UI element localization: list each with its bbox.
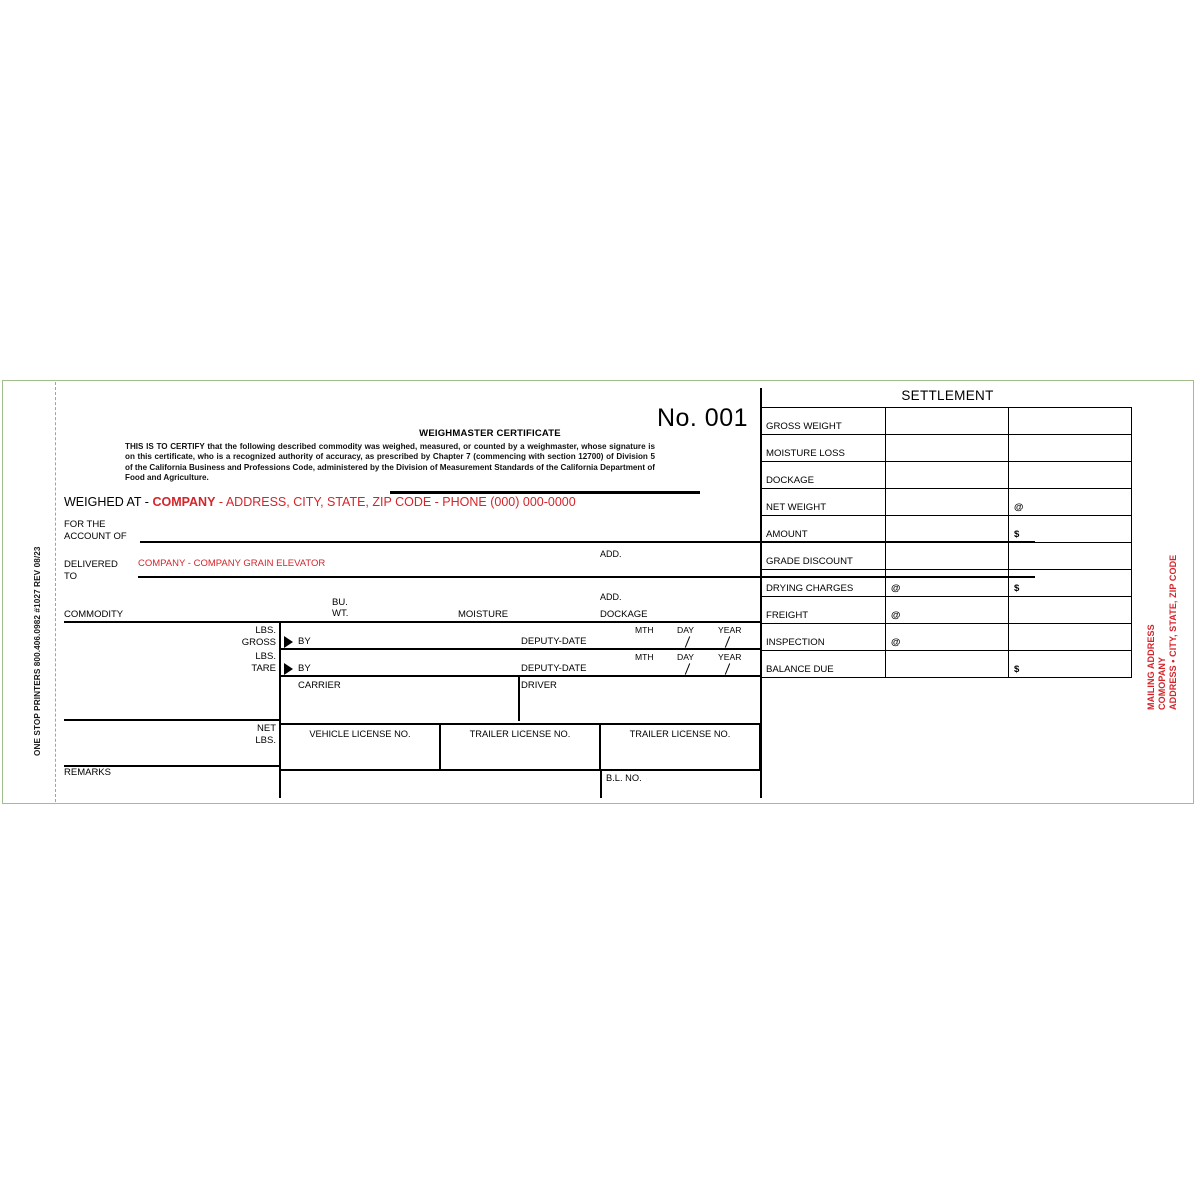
- perforation-line: [55, 382, 56, 802]
- settlement-row-col3[interactable]: [1009, 435, 1132, 462]
- settlement-row-col2[interactable]: [886, 543, 1009, 570]
- settlement-row-label: NET WEIGHT: [761, 489, 886, 516]
- settlement-row-label: GRADE DISCOUNT: [761, 543, 886, 570]
- settlement-row-col3[interactable]: [1009, 462, 1132, 489]
- triangle-pointer-icon-1: [284, 636, 293, 648]
- settlement-row-col2[interactable]: @: [886, 624, 1009, 651]
- document-number: No. 001: [656, 404, 748, 432]
- settlement-row-col3[interactable]: [1009, 624, 1132, 651]
- net-lbs-line1: NET: [257, 723, 276, 734]
- settlement-row-col3[interactable]: $: [1009, 570, 1132, 597]
- settlement-row: [761, 435, 1132, 462]
- trailer-license-box-2[interactable]: TRAILER LICENSE NO.: [629, 729, 731, 739]
- settlement-row-label: BALANCE DUE: [761, 651, 886, 678]
- settlement-row: [761, 624, 1132, 651]
- by-label-gross: BY: [298, 636, 311, 647]
- settlement-row-col2[interactable]: [886, 489, 1009, 516]
- moisture-label: MOISTURE: [458, 609, 509, 620]
- settlement-row-col3[interactable]: [1009, 597, 1132, 624]
- weighed-at-address: - ADDRESS, CITY, STATE, ZIP CODE - PHONE (000) 000-0000: [215, 495, 576, 509]
- settlement-row-label: FREIGHT: [761, 597, 886, 624]
- settlement-row-label: DOCKAGE: [761, 462, 886, 489]
- certificate-title: WEIGHMASTER CERTIFICATE: [419, 428, 561, 439]
- delivered-to-label: [64, 559, 118, 582]
- settlement-row-col3[interactable]: @: [1009, 489, 1132, 516]
- driver-label: DRIVER: [521, 680, 557, 691]
- day-label-gross: DAY: [677, 625, 695, 635]
- settlement-row-label: MOISTURE LOSS: [761, 435, 886, 462]
- account-of-label-line1: FOR THE: [64, 519, 106, 530]
- lbs-tare-line1: LBS.: [255, 651, 276, 662]
- settlement-row-label: DRYING CHARGES: [761, 570, 886, 597]
- wt-label: WT.: [332, 608, 349, 619]
- signature-line-tare[interactable]: [281, 675, 761, 677]
- certify-paragraph: THIS IS TO CERTIFY that the following described commodity was weighed, measured, or counted by a weighmaster, whose signature is on this certificate, who is a recognized authority of accuracy, as prescribed by Chapter 7 (commencing with section 12700) of Division 5 of the California Business and Professions Code, administered by the Division of Measurement Standards of the California Department of Food and Agriculture.: [125, 442, 655, 483]
- settlement-row-col3[interactable]: $: [1009, 651, 1132, 678]
- add-label-account: ADD.: [600, 549, 622, 559]
- settlement-row-col2[interactable]: [886, 462, 1009, 489]
- weighed-at-line: [64, 495, 576, 509]
- printer-imprint: ONE STOP PRINTERS 800.406.0982 #1027 REV 08/23: [33, 546, 42, 756]
- settlement-row: [761, 570, 1132, 597]
- dockage-label: DOCKAGE: [600, 609, 648, 620]
- remarks-label: REMARKS: [64, 767, 111, 778]
- certificate-body: [60, 386, 1135, 798]
- deputy-date-label-tare: DEPUTY-DATE: [521, 663, 587, 674]
- settlement-row-label: GROSS WEIGHT: [761, 408, 886, 435]
- settlement-row: [761, 489, 1132, 516]
- delivered-to-label-line1: DELIVERED: [64, 559, 118, 570]
- by-label-tare: BY: [298, 663, 311, 674]
- day-label-tare: DAY: [677, 652, 695, 662]
- lbs-gross-line2: GROSS: [241, 636, 276, 648]
- bu-label: BU.: [332, 597, 348, 608]
- trailer-license-box-1[interactable]: TRAILER LICENSE NO.: [441, 725, 601, 769]
- weighed-at-company: COMPANY: [152, 495, 216, 509]
- settlement-row-label: AMOUNT: [761, 516, 886, 543]
- mailing-line-2: COMOPANY: [1157, 656, 1167, 710]
- account-of-label-line2: ACCOUNT OF: [64, 530, 127, 542]
- bu-wt-label: [332, 597, 348, 619]
- signature-line-gross[interactable]: [281, 648, 761, 650]
- carrier-label: CARRIER: [298, 680, 341, 691]
- weighed-at-top-rule: [390, 491, 700, 494]
- commodity-label: COMMODITY: [64, 609, 124, 620]
- settlement-row: [761, 543, 1132, 570]
- bl-no-label: B.L. NO.: [606, 773, 642, 783]
- settlement-row-col2[interactable]: [886, 516, 1009, 543]
- settlement-row-col3[interactable]: [1009, 408, 1132, 435]
- year-label-gross: YEAR: [718, 625, 742, 635]
- weighed-at-label: WEIGHED AT -: [64, 495, 153, 509]
- settlement-row: [761, 597, 1132, 624]
- settlement-row-col2[interactable]: [886, 408, 1009, 435]
- net-lbs-line2: LBS.: [255, 734, 276, 746]
- net-lbs-label: [206, 723, 276, 746]
- settlement-title: SETTLEMENT: [901, 388, 994, 403]
- settlement-row-col3[interactable]: [1009, 543, 1132, 570]
- settlement-row-label: INSPECTION: [761, 624, 886, 651]
- mailing-line-3: ADDRESS • CITY, STATE, ZIP CODE: [1168, 554, 1178, 710]
- lbs-tare-line2: TARE: [251, 662, 276, 674]
- deputy-date-label-gross: DEPUTY-DATE: [521, 636, 587, 647]
- delivered-to-label-line2: TO: [64, 570, 78, 582]
- triangle-pointer-icon-2: [284, 663, 293, 675]
- settlement-row: [761, 516, 1132, 543]
- license-boxes-row: [279, 723, 761, 771]
- settlement-row-col2[interactable]: @: [886, 570, 1009, 597]
- settlement-row-col3[interactable]: $: [1009, 516, 1132, 543]
- settlement-row: [761, 462, 1132, 489]
- carrier-driver-divider: [518, 677, 520, 721]
- settlement-row-col2[interactable]: @: [886, 597, 1009, 624]
- settlement-row: [761, 408, 1132, 435]
- mailing-line-1: MAILING ADDRESS: [1146, 624, 1156, 710]
- lbs-tare-label: [206, 651, 276, 674]
- lbs-gross-line1: LBS.: [255, 625, 276, 636]
- delivered-to-value: COMPANY - COMPANY GRAIN ELEVATOR: [138, 558, 326, 569]
- settlement-table-body: [761, 408, 1132, 678]
- settlement-row-col2[interactable]: [886, 435, 1009, 462]
- settlement-row: [761, 651, 1132, 678]
- net-lbs-write-line[interactable]: [64, 719, 280, 721]
- mth-label-tare: MTH: [635, 652, 654, 662]
- settlement-table: [760, 407, 1132, 678]
- vehicle-license-box[interactable]: VEHICLE LICENSE NO.: [281, 725, 441, 769]
- mailing-address-imprint: [1146, 555, 1179, 710]
- add-label-dockage: ADD.: [600, 592, 622, 602]
- lbs-gross-label: [206, 625, 276, 648]
- settlement-row-col2[interactable]: [886, 651, 1009, 678]
- account-of-label: [64, 519, 127, 542]
- mth-label-gross: MTH: [635, 625, 654, 635]
- year-label-tare: YEAR: [718, 652, 742, 662]
